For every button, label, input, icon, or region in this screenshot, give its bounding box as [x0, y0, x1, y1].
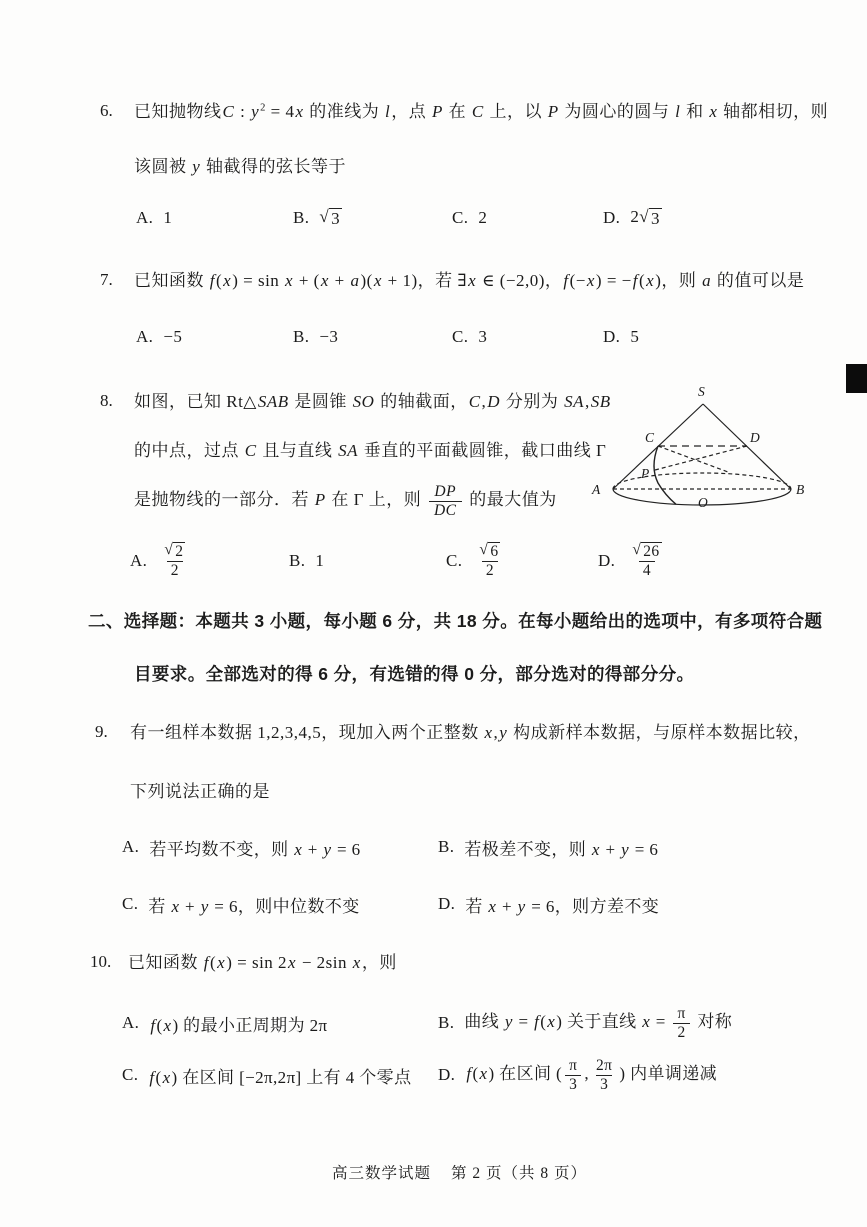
q10-option-b: [438, 1001, 732, 1045]
q10-option-d-label: D.: [438, 1065, 456, 1084]
q10-option-c-content: f(x) 在区间 [−2π,2π] 上有 4 个零点: [149, 1067, 412, 1087]
q7-option-d-label: D.: [603, 327, 621, 346]
q6-option-b-content: √ 3: [319, 207, 341, 229]
q6-option-d-content: 2 √ 3: [630, 207, 660, 229]
q8-line-2: 的中点，过点 C 且与直线 SA 垂直的平面截圆锥，截口曲线 Γ: [134, 441, 607, 460]
segment-pd: [655, 446, 747, 470]
footer-page-indicator: 第 2 页（共 8 页）: [451, 1165, 588, 1182]
section-2-heading-line-2: 目要求。全部选对的得 6 分，有选错的得 0 分，部分选对的得部分分。: [134, 664, 695, 684]
q10-option-a-content: f(x) 的最小正周期为 2π: [150, 1015, 328, 1035]
q8-option-c-label: C.: [446, 551, 463, 570]
section-2-heading-line-1: 二、选择题：本题共 3 小题，每小题 6 分，共 18 分。在每小题给出的选项中，有多项符合题: [88, 611, 823, 631]
q8-line-3: 是抛物线的一部分．若 P 在 Γ 上，则 $\frac{DP}{DC}$ 的最大值为: [134, 483, 557, 519]
q10-option-c: [122, 1053, 411, 1097]
q6-line-2: 该圆被 y 轴截得的弦长等于: [134, 157, 347, 176]
q10-option-c-label: C.: [122, 1065, 139, 1084]
q6-option-a-content: 1: [163, 208, 173, 227]
q7-option-a-content: −5: [163, 327, 183, 346]
figure-label-b: B: [796, 482, 805, 497]
scan-edge-marker: [846, 364, 867, 393]
q10-option-a-label: A.: [122, 1013, 140, 1032]
q6-number: 6.: [100, 101, 113, 120]
q7-number: 7.: [100, 270, 113, 289]
segment-c-interior: [658, 446, 728, 472]
q7-option-c-label: C.: [452, 327, 469, 346]
q8-number: 8.: [100, 391, 113, 410]
q7-option-b: [293, 324, 338, 350]
q9-option-c-content: 若 x + y = 6，则中位数不变: [148, 896, 360, 916]
q8-option-c: [446, 538, 507, 584]
q7-option-c: [452, 324, 487, 350]
q10-line-1: 已知函数 f(x) = sin 2x − 2sin x，则: [128, 953, 397, 972]
q6-option-a-label: A.: [136, 208, 154, 227]
parabola-curve: [654, 446, 676, 504]
q7-option-a: [136, 324, 182, 350]
figure-label-p: P: [641, 466, 650, 481]
q8-option-a: [130, 538, 192, 584]
q9-option-a-content: 若平均数不变，则 x + y = 6: [149, 839, 361, 859]
q7-option-d: [603, 324, 639, 350]
q8-option-a-content: √ 2 2: [164, 541, 184, 580]
page-footer: [332, 1161, 587, 1183]
q6-line-1: 已知抛物线C : $y^2 = 4x$ 的准线为 l，点 P 在 C 上，以 P 为圆心的圆与 l 和 x 轴都相切，则: [134, 102, 829, 121]
q6-option-d-label: D.: [603, 208, 621, 227]
q6-option-d: [603, 204, 662, 232]
figure-label-s: S: [698, 384, 705, 399]
q6-option-c: [452, 204, 487, 232]
q9-option-b-content: 若极差不变，则 x + y = 6: [464, 839, 659, 859]
q9-line-2: 下列说法正确的是: [130, 782, 270, 801]
q9-option-b-label: B.: [438, 837, 455, 856]
q10-option-d: [438, 1053, 717, 1097]
cone-base-back-arc: [613, 473, 791, 489]
q8-option-a-label: A.: [130, 551, 148, 570]
figure-label-c: C: [645, 430, 655, 445]
figure-label-o: O: [698, 495, 708, 510]
q8-option-d-content: √ 26 4: [632, 541, 660, 580]
cone-figure: [590, 382, 815, 520]
q9-option-a-label: A.: [122, 837, 140, 856]
q10-option-b-label: B.: [438, 1013, 455, 1032]
q6-option-b: [293, 204, 342, 232]
q9-option-d: [438, 891, 659, 917]
q9-option-a: [122, 834, 361, 860]
q6-option-c-content: 2: [478, 208, 488, 227]
q8-option-b-label: B.: [289, 551, 306, 570]
q10-number: 10.: [90, 952, 112, 971]
figure-label-d: D: [750, 430, 760, 445]
q7-option-b-content: −3: [319, 327, 339, 346]
q9-number: 9.: [95, 722, 108, 741]
q10-option-b-content: 曲线 y = f(x) 关于直线 x = $\frac{\pi}{2}$ 对称: [464, 1004, 733, 1041]
q8-option-d: [598, 538, 669, 584]
q8-option-c-content: √ 6 2: [479, 541, 499, 580]
q7-line-1: 已知函数 f(x) = sin x + (x + a)(x + 1)，若 ∃x ∈ (−2,0)，f(−x) = −f(x)，则 a 的值可以是: [134, 271, 805, 290]
q9-option-c: [122, 891, 360, 917]
q8-option-b: [289, 538, 324, 584]
q7-option-b-label: B.: [293, 327, 310, 346]
q6-option-b-label: B.: [293, 208, 310, 227]
q7-option-d-content: 5: [630, 327, 640, 346]
q6-option-c-label: C.: [452, 208, 469, 227]
q9-option-b: [438, 834, 658, 860]
q7-option-c-content: 3: [478, 327, 488, 346]
q9-line-1: 有一组样本数据 1,2,3,4,5，现加入两个正整数 x,y 构成新样本数据，与原样本数据比较，: [130, 723, 811, 742]
q8-option-b-content: 1: [315, 551, 325, 570]
q9-option-c-label: C.: [122, 894, 139, 913]
q9-option-d-label: D.: [438, 894, 456, 913]
q9-option-d-content: 若 x + y = 6，则方差不变: [465, 896, 660, 916]
q10-option-a: [122, 1001, 328, 1045]
figure-label-a: A: [592, 482, 601, 497]
q8-line-1: 如图，已知 Rt△SAB 是圆锥 SO 的轴截面，C,D 分别为 SA,SB: [134, 392, 611, 411]
q8-option-d-label: D.: [598, 551, 616, 570]
footer-doc-title: 高三数学试题: [332, 1165, 432, 1182]
q7-option-a-label: A.: [136, 327, 154, 346]
q10-option-d-content: f(x) 在区间 ( $\frac{\pi}{3}$ , $\frac{2\pi}{3}$ ) 内单调递减: [466, 1056, 718, 1093]
q6-option-a: [136, 204, 172, 232]
